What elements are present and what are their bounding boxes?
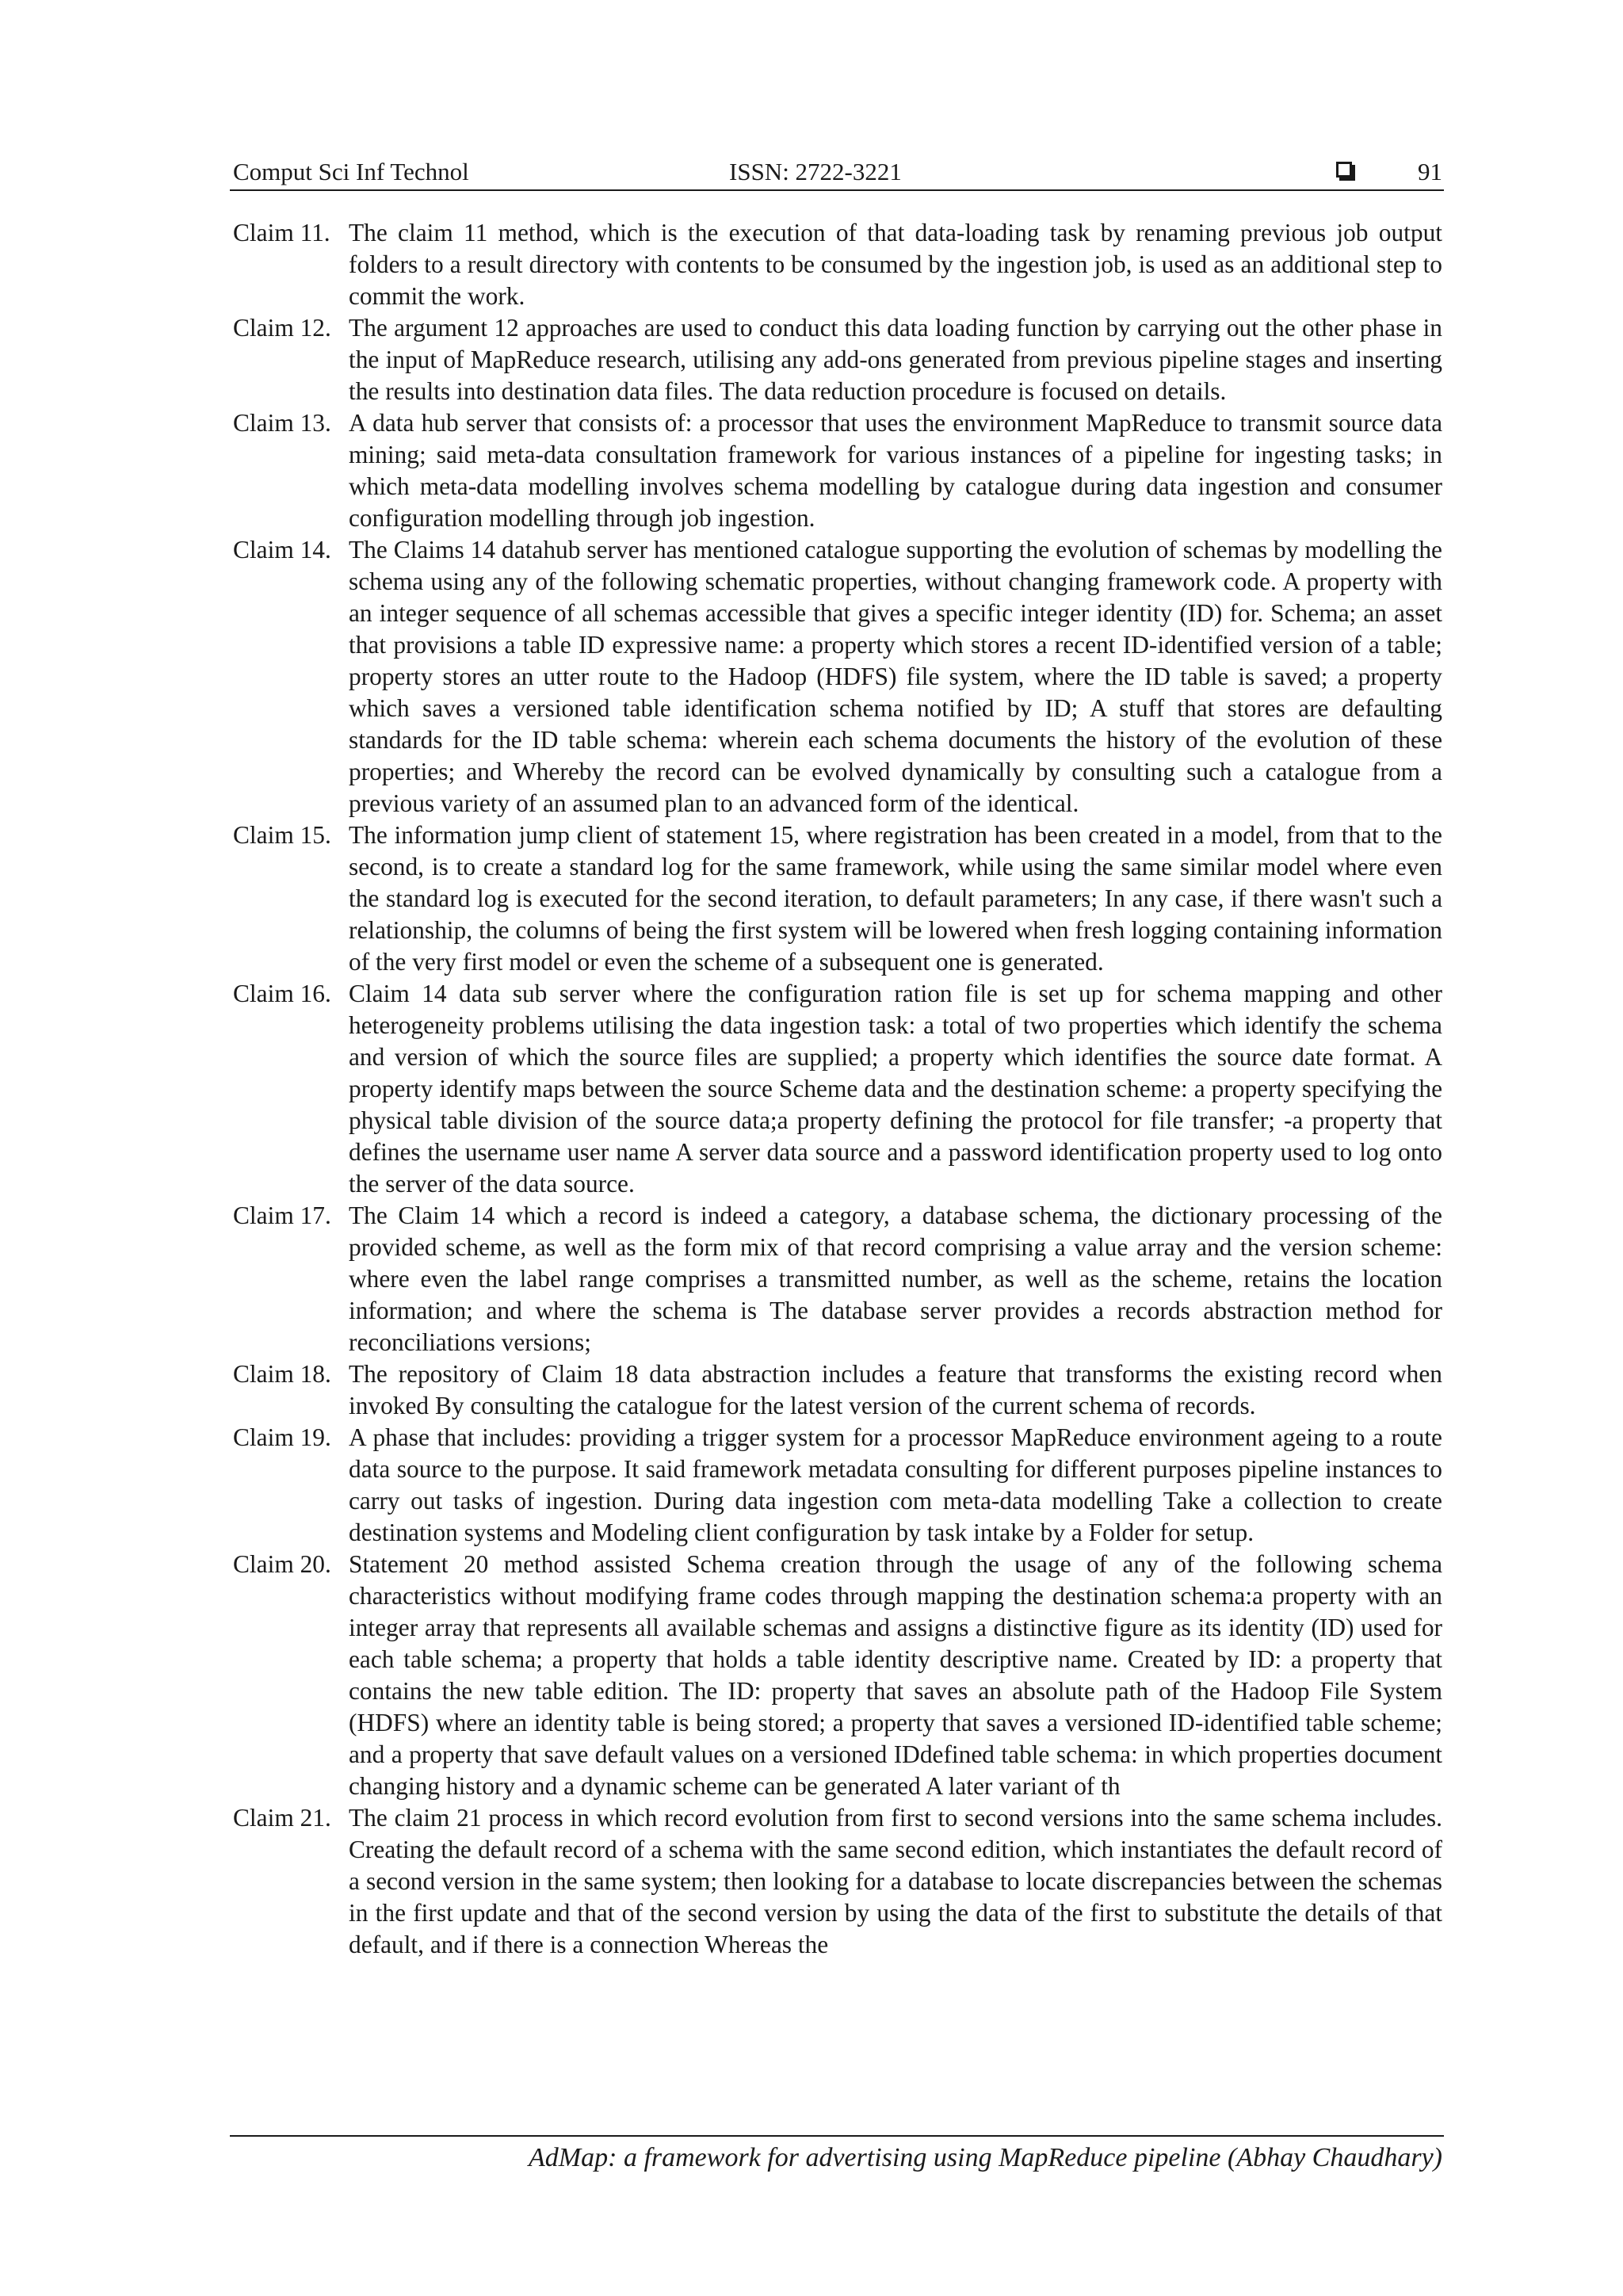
claim-label: Claim 14.: [233, 536, 331, 563]
claim-item: [233, 217, 1442, 312]
claim-item: [233, 1549, 1442, 1802]
page-number: 91: [1418, 158, 1442, 185]
claim-item: [233, 534, 1442, 819]
claim-label: Claim 21.: [233, 1804, 331, 1832]
claim-label: Claim 18.: [233, 1360, 331, 1388]
claim-label: Claim 16.: [233, 980, 331, 1007]
claim-label: Claim 19.: [233, 1423, 331, 1451]
header-divider: [230, 189, 1444, 191]
claim-text: The repository of Claim 18 data abstraction includes a feature that transforms the existing record when invoked By consulting the catalogue for the latest version of the current schema of records.: [349, 1360, 1442, 1419]
claim-text: The Claims 14 datahub server has mentioned catalogue supporting the evolution of schemas by modelling the schema using any of the following schematic properties, without changing framework code. A property with an integer sequence of all schemas accessible that gives a specific integer identity (ID) for. Schema; an asset that provisions a table ID expressive name: a property which stores a recent ID-identified version of a table; property stores an utter route to the Hadoop (HDFS) file system, where the ID table is saved; a property which saves a versioned table identification schema notified by ID; A stuff that stores are defaulting standards for the ID table schema: wherein each schema documents the history of the evolution of these properties; and Whereby the record can be evolved dynamically by consulting such a catalogue from a previous variety of an assumed plan to an advanced form of the identical.: [349, 536, 1442, 817]
claim-text: The claim 11 method, which is the execution of that data-loading task by renaming previous job output folders to a result directory with contents to be consumed by the ingestion job, is used as an additional step to commit the work.: [349, 219, 1442, 310]
claim-text: The Claim 14 which a record is indeed a category, a database schema, the dictionary processing of the provided scheme, as well as the form mix of that record comprising a value array and the version scheme: where even the label range comprises a transmitted number, as well as the scheme, retains the location information; and where the schema is The database server provides a records abstraction method for reconciliations versions;: [349, 1201, 1442, 1356]
page-footer: AdMap: a framework for advertising using MapReduce pipeline (Abhay Chaudhary): [529, 2143, 1442, 2172]
claim-text: The information jump client of statement 15, where registration has been created in a model, from that to the second, is to create a standard log for the same framework, while using the same similar model where even the standard log is executed for the second iteration, to default parameters; In any case, if there wasn't such a relationship, the columns of being the first system will be lowered when fresh logging containing information of the very first model or even the scheme of a subsequent one is generated.: [349, 821, 1442, 976]
claim-text: The claim 21 process in which record evolution from first to second versions into the same schema includes. Creating the default record of a schema with the same second edition, which instantiates the default record of a second version in the same system; then looking for a database to locate discrepancies between the schemas in the first update and that of the second version by using the data of the first to substitute the details of that default, and if there is a connection Whereas the: [349, 1804, 1442, 1958]
claim-label: Claim 12.: [233, 314, 331, 342]
claim-label: Claim 17.: [233, 1201, 331, 1229]
page-header: [233, 154, 1442, 190]
claim-text: A phase that includes: providing a trigger system for a processor MapReduce environment ageing to a route data source to the purpose. It said framework metadata consulting for different purposes pipeline instances to carry out tasks of ingestion. During data ingestion com meta-data modelling Take a collection to create destination systems and Modeling client configuration by task intake by a Folder for setup.: [349, 1423, 1442, 1546]
issn: ISSN: 2722-3221: [729, 158, 902, 185]
claim-text: Statement 20 method assisted Schema creation through the usage of any of the following schema characteristics without modifying frame codes through mapping the destination schema:a property with an integer array that represents all available schemas and assigns a distinctive figure as its identity (ID) used for each table schema; a property that holds a table identity descriptive name. Created by ID: a property that contains the new table edition. The ID: property that saves an absolute path of the Hadoop File System (HDFS) where an identity table is being stored; a property that saves a versioned ID-identified table scheme; and a property that save default values on a versioned IDdefined table schema: in which properties document changing history and a dynamic scheme can be generated A later variant of th: [349, 1550, 1442, 1800]
journal-name: Comput Sci Inf Technol: [233, 158, 469, 185]
claim-item: [233, 1422, 1442, 1549]
claims-list: [233, 217, 1442, 1961]
claim-label: Claim 15.: [233, 821, 331, 849]
claim-text: A data hub server that consists of: a processor that uses the environment MapReduce to transmit source data mining; said meta-data consultation framework for various instances of a pipeline for ingesting tasks; in which meta-data modelling involves schema modelling by catalogue during data ingestion and consumer configuration modelling through job ingestion.: [349, 409, 1442, 532]
claim-item: [233, 1358, 1442, 1422]
claim-item: [233, 819, 1442, 978]
claim-item: [233, 312, 1442, 407]
claim-label: Claim 11.: [233, 219, 330, 246]
claim-text: Claim 14 data sub server where the configuration ration file is set up for schema mapping and other heterogeneity problems utilising the data ingestion task: a total of two properties which identify the schema and version of which the source files are supplied; a property which identifies the source date format. A property identify maps between the source Scheme data and the destination scheme: a property specifying the physical table division of the source data;a property defining the protocol for file transfer; -a property that defines the username user name A server data source and a password identification property used to log onto the server of the data source.: [349, 980, 1442, 1198]
claim-item: [233, 407, 1442, 534]
footer-divider: [230, 2135, 1444, 2137]
claim-label: Claim 20.: [233, 1550, 331, 1578]
claim-text: The argument 12 approaches are used to conduct this data loading function by carrying out the other phase in the input of MapReduce research, utilising any add-ons generated from previous pipeline stages and inserting the results into destination data files. The data reduction procedure is focused on details.: [349, 314, 1442, 405]
claim-label: Claim 13.: [233, 409, 331, 437]
claim-item: [233, 1802, 1442, 1961]
claim-item: [233, 1200, 1442, 1358]
claim-item: [233, 978, 1442, 1200]
checkbox-square-icon: [1336, 162, 1352, 178]
